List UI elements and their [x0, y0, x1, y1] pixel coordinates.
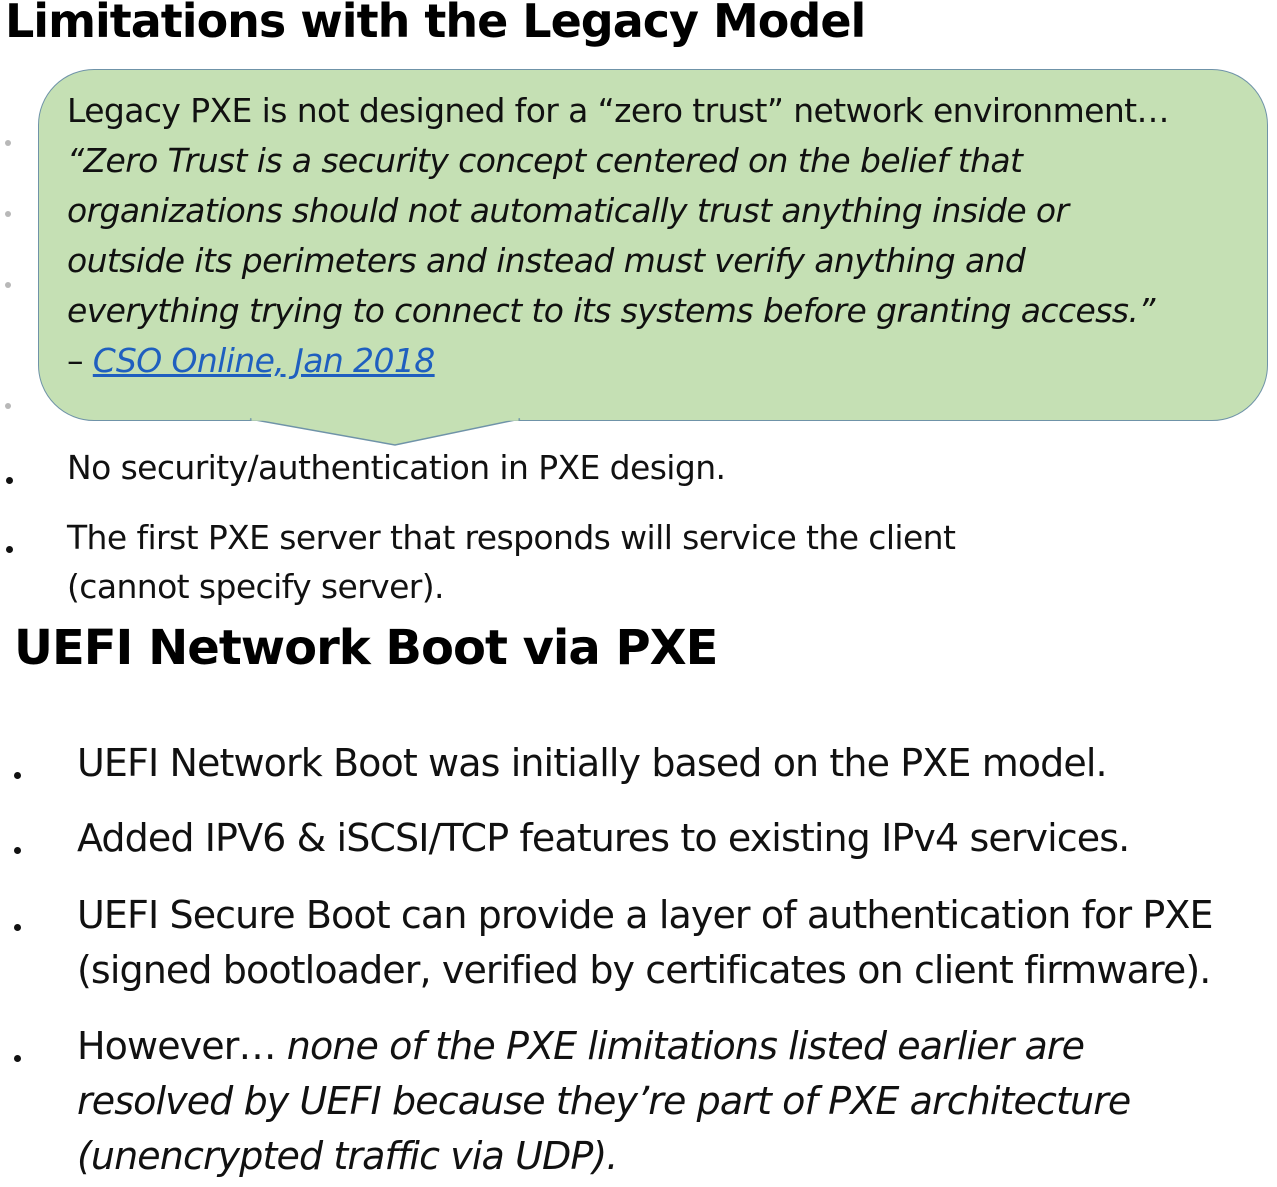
bullet-secure-boot: UEFI Secure Boot can provide a layer of authentication for PXE	[77, 893, 1213, 937]
however-label: However…	[77, 1024, 287, 1068]
bullet-dot-hidden-2	[5, 211, 11, 217]
bullet-however	[77, 1024, 1084, 1068]
however-italic-text: none of the PXE limitations listed earlier are	[286, 1024, 1085, 1068]
callout-quote-line-3: outside its perimeters and instead must verify anything and	[67, 241, 1026, 280]
bullet-first-pxe-server: The first PXE server that responds will service the client	[67, 518, 956, 557]
bullet-added-ipv6: Added IPV6 & iSCSI/TCP features to existing IPv4 services.	[77, 816, 1130, 860]
callout-quote-line-1: “Zero Trust is a security concept centered on the belief that	[67, 141, 1023, 180]
bullet-secure-boot-cont: (signed bootloader, verified by certificates on client firmware).	[77, 948, 1211, 992]
attribution-dash: –	[67, 341, 93, 380]
bullet-dot-hidden-4	[5, 403, 11, 409]
callout-quote-line-2: organizations should not automatically trust anything inside or	[67, 191, 1069, 230]
section-title-uefi-network-boot: UEFI Network Boot via PXE	[14, 620, 718, 676]
section-title-legacy-model: Limitations with the Legacy Model	[5, 0, 866, 48]
bullet-dot	[14, 924, 21, 931]
bullet-dot-hidden-1	[5, 140, 11, 146]
bullet-no-security: No security/authentication in PXE design.	[67, 448, 726, 487]
bullet-however-cont-2: (unencrypted traffic via UDP).	[77, 1134, 618, 1178]
bullet-dot	[6, 546, 13, 553]
bullet-dot	[14, 772, 21, 779]
bullet-dot	[14, 847, 21, 854]
callout-attribution	[67, 341, 435, 380]
cso-online-link[interactable]: CSO Online, Jan 2018	[92, 341, 435, 380]
bullet-first-pxe-server-cont: (cannot specify server).	[67, 567, 444, 606]
bullet-dot	[14, 1055, 21, 1062]
bullet-dot-hidden-3	[5, 282, 11, 288]
callout-headline: Legacy PXE is not designed for a “zero trust” network environment…	[67, 91, 1169, 130]
bullet-however-cont-1: resolved by UEFI because they’re part of PXE architecture	[77, 1079, 1131, 1123]
callout-quote-line-4: everything trying to connect to its systems before granting access.”	[67, 291, 1155, 330]
bullet-uefi-based-on-pxe: UEFI Network Boot was initially based on the PXE model.	[77, 741, 1107, 785]
bullet-dot	[6, 477, 13, 484]
